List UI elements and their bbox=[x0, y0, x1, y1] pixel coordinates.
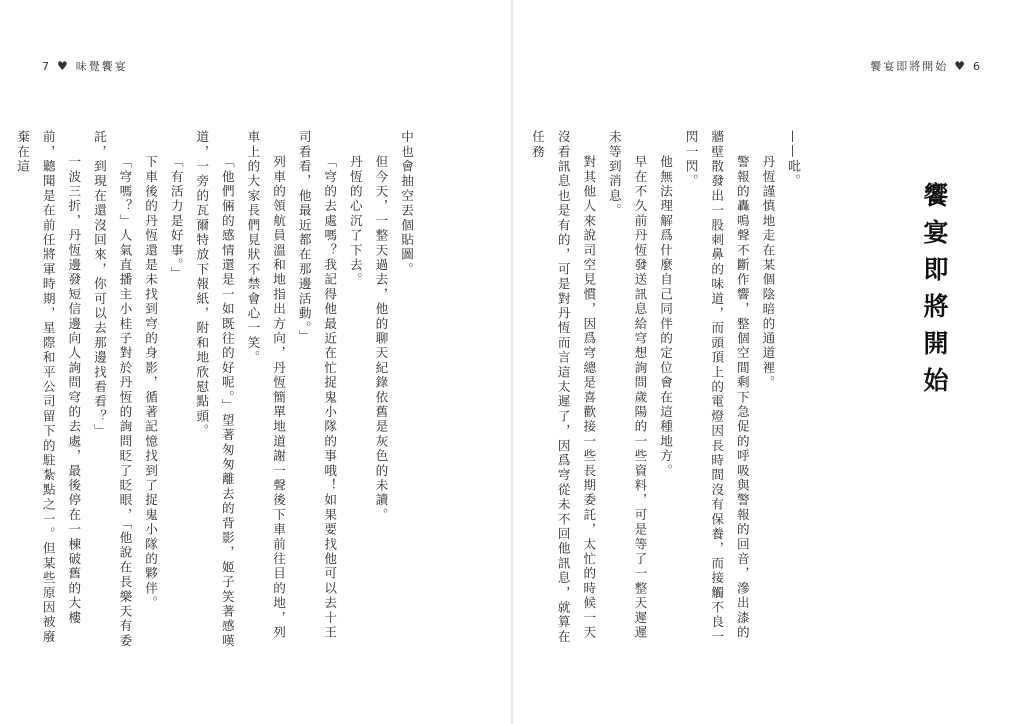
paragraph: 丹恆謹慎地走在某個陰暗的通道裡。 bbox=[760, 155, 776, 391]
left-page-header bbox=[42, 58, 128, 74]
paragraph: 列車的領航員溫和地指出方向，丹恆簡單地道謝一聲後下車前往目的地，列車上的大家長們見狀不禁會心一笑。 bbox=[245, 130, 287, 641]
right-page-body bbox=[530, 130, 806, 650]
page-gutter bbox=[511, 0, 513, 724]
right-page-header bbox=[870, 58, 982, 74]
paragraph: 他無法理解爲什麼自己同伴的定位會在這種地方。 bbox=[658, 155, 674, 479]
paragraph: 早在不久前丹恆發送訊息給穹想詢問歲陽的一些資料，可是等了一整天遲遲未等到消息。 bbox=[606, 130, 648, 641]
paragraph: 中也會抽空丟個貼圖。 bbox=[399, 130, 414, 277]
paragraph: 下車後的丹恆還是未找到穹的身影，循著記憶找到了捉鬼小隊的夥伴。 bbox=[143, 155, 159, 611]
paragraph: 「他們倆的感情還是一如既往的好呢。」望著匆匆離去的背影，姬子笑著感嘆道，一旁的瓦爾特放下報紙，附和地欣慰點頭。 bbox=[194, 130, 235, 649]
paragraph: 但今天，一整天過去，他的聊天紀錄依舊是灰色的未讀。 bbox=[373, 155, 389, 523]
paragraph: 丹恆的心沉了下去。 bbox=[347, 155, 363, 288]
left-running-title: 味覺饗宴 bbox=[75, 60, 128, 73]
right-running-title: 饗宴即將開始 bbox=[870, 60, 949, 73]
left-page-number: 7 bbox=[42, 59, 51, 73]
paragraph: 警報的轟鳴聲不斷作響，整個空間剩下急促的呼吸與警報的回音，滲出漆的牆壁散發出一股刺鼻的味道，而頭頂上的電燈因長時間沒有保養，而接觸不良一閃一閃。 bbox=[683, 130, 750, 645]
left-page-body bbox=[15, 130, 419, 650]
paragraph: 「有活力是好事。」 bbox=[168, 155, 184, 282]
paragraph: 一波三折，丹恆邊發短信邊向人詢問穹的去處，最後停在一棟破舊的大樓前，聽聞是在前任將軍時期，星際和平公司留下的駐紮點之一。但某些原因被廢棄在這 bbox=[15, 130, 82, 645]
paragraph: 對其他人來說司空見慣，因爲穹總是喜歡接一些長期委託，太忙的時候一天沒看訊息也是有的，可是對丹恆而言這太遲了，因爲穹從未不回他訊息，就算在任務 bbox=[530, 130, 597, 645]
heart-icon: ♥ bbox=[57, 59, 70, 73]
right-page-number: 6 bbox=[973, 59, 982, 73]
heart-icon: ♥ bbox=[954, 59, 967, 73]
paragraph: 「穹嗎？」人氣直播主小桂子對於丹恆的詢問眨了眨眼，「他說在長樂天有委託，到現在還沒回來，你可以去那邊找看看？」 bbox=[91, 130, 133, 649]
paragraph: ——吡。 bbox=[786, 130, 801, 189]
chapter-title: 饗宴即將開始 bbox=[920, 182, 949, 404]
paragraph: 「穹的去處嗎？我記得他最近在忙捉鬼小隊的事哦！如果要找他可以去十王司看看，他最近都在那邊活動。」 bbox=[296, 130, 338, 641]
